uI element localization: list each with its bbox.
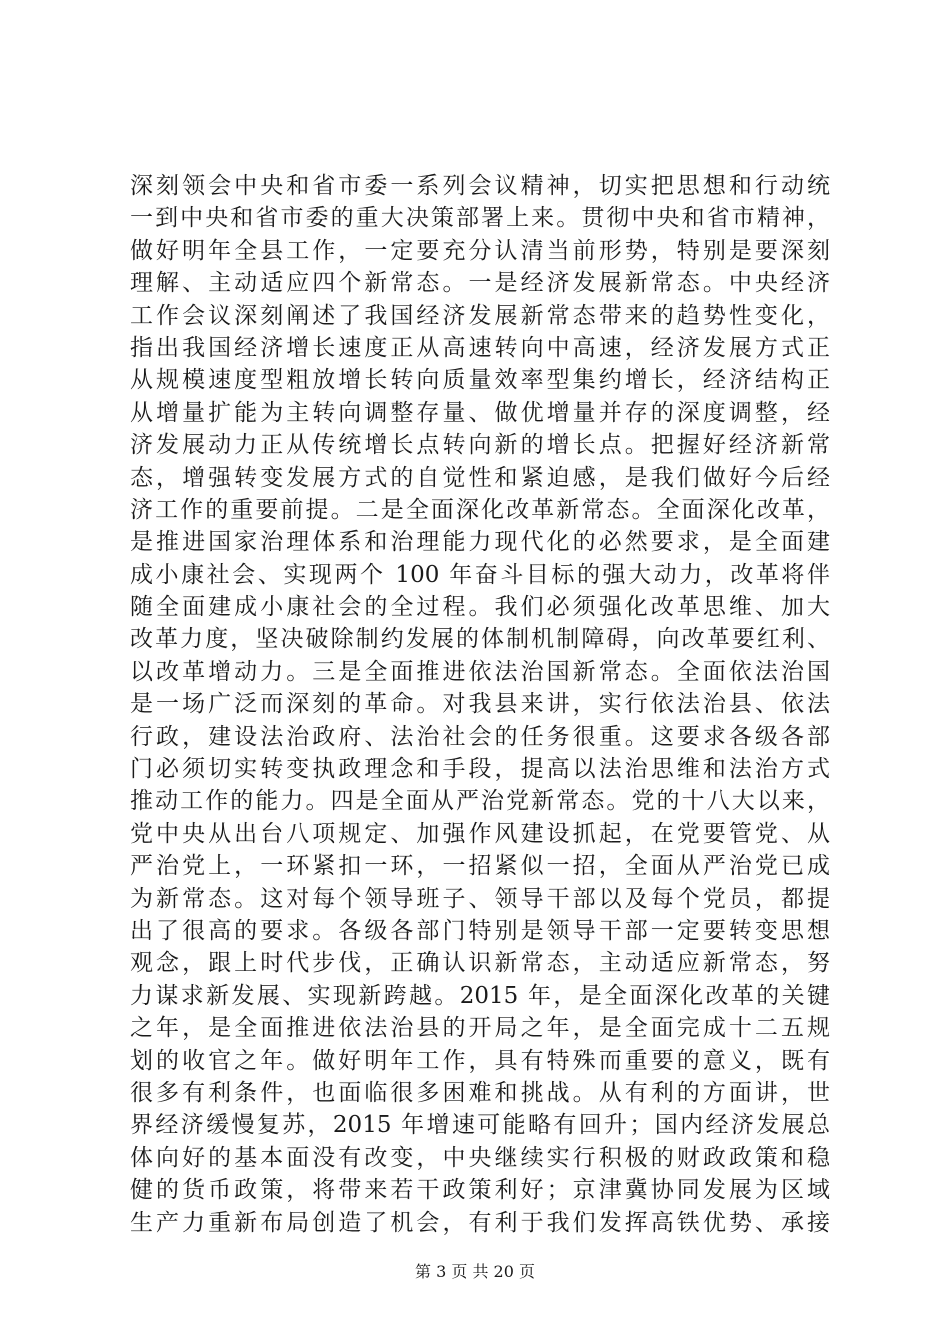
text-line: 为新常态。这对每个领导班子、领导干部以及每个党员，都提 [130, 885, 830, 912]
text-line: 济工作的重要前提。二是全面深化改革新常态。全面深化改革， [130, 496, 830, 523]
text-line: 出了很高的要求。各级各部门特别是领导干部一定要转变思想 [130, 917, 830, 944]
text-line: 是推进国家治理体系和治理能力现代化的必然要求，是全面建 [130, 529, 830, 556]
page-footer: 第 3 页 共 20 页 [415, 1262, 535, 1281]
text-line: 指出我国经济增长速度正从高速转向中高速，经济发展方式正 [130, 334, 830, 361]
text-line: 之年，是全面推进依法治县的开局之年，是全面完成十二五规 [130, 1015, 830, 1042]
text-line: 工作会议深刻阐述了我国经济发展新常态带来的趋势性变化， [130, 302, 830, 329]
body-text [130, 170, 830, 1239]
text-line: 是一场广泛而深刻的革命。对我县来讲，实行依法治县、依法 [130, 691, 830, 718]
text-line: 成小康社会、实现两个 100 年奋斗目标的强大动力，改革将伴 [130, 561, 830, 588]
text-line: 严治党上，一环紧扣一环，一招紧似一招，全面从严治党已成 [130, 853, 830, 880]
text-line: 门必须切实转变执政理念和手段，提高以法治思维和法治方式 [130, 756, 830, 783]
text-line: 态，增强转变发展方式的自觉性和紧迫感，是我们做好今后经 [130, 464, 830, 491]
text-line: 生产力重新布局创造了机会，有利于我们发挥高铁优势、承接 [130, 1209, 830, 1236]
text-line: 观念，跟上时代步伐，正确认识新常态，主动适应新常态，努 [130, 950, 830, 977]
text-line: 行政，建设法治政府、法治社会的任务很重。这要求各级各部 [130, 723, 830, 750]
text-line: 界经济缓慢复苏，2015 年增速可能略有回升；国内经济发展总 [130, 1112, 830, 1139]
text-line: 济发展动力正从传统增长点转向新的增长点。把握好经济新常 [130, 432, 830, 459]
text-line: 一到中央和省市委的重大决策部署上来。贯彻中央和省市精神， [130, 205, 830, 232]
text-line: 以改革增动力。三是全面推进依法治国新常态。全面依法治国 [130, 658, 830, 685]
text-line: 划的收官之年。做好明年工作，具有特殊而重要的意义，既有 [130, 1047, 830, 1074]
text-line: 随全面建成小康社会的全过程。我们必须强化改革思维、加大 [130, 594, 830, 621]
text-line: 体向好的基本面没有改变，中央继续实行积极的财政政策和稳 [130, 1144, 830, 1171]
text-line: 健的货币政策，将带来若干政策利好；京津冀协同发展为区域 [130, 1177, 830, 1204]
text-line: 从规模速度型粗放增长转向质量效率型集约增长，经济结构正 [130, 367, 830, 394]
text-line: 很多有利条件，也面临很多困难和挑战。从有利的方面讲，世 [130, 1079, 830, 1106]
text-line: 做好明年全县工作，一定要充分认清当前形势，特别是要深刻 [130, 237, 830, 264]
text-line: 从增量扩能为主转向调整存量、做优增量并存的深度调整，经 [130, 399, 830, 426]
text-line: 深刻领会中央和省市委一系列会议精神，切实把思想和行动统 [130, 173, 830, 199]
text-line: 推动工作的能力。四是全面从严治党新常态。党的十八大以来， [130, 788, 830, 815]
text-line: 党中央从出台八项规定、加强作风建设抓起，在党要管党、从 [130, 820, 830, 847]
text-line: 理解、主动适应四个新常态。一是经济发展新常态。中央经济 [130, 270, 830, 297]
text-line: 改革力度，坚决破除制约发展的体制机制障碍，向改革要红利、 [130, 626, 830, 653]
text-line: 力谋求新发展、实现新跨越。2015 年，是全面深化改革的关键 [130, 982, 830, 1009]
